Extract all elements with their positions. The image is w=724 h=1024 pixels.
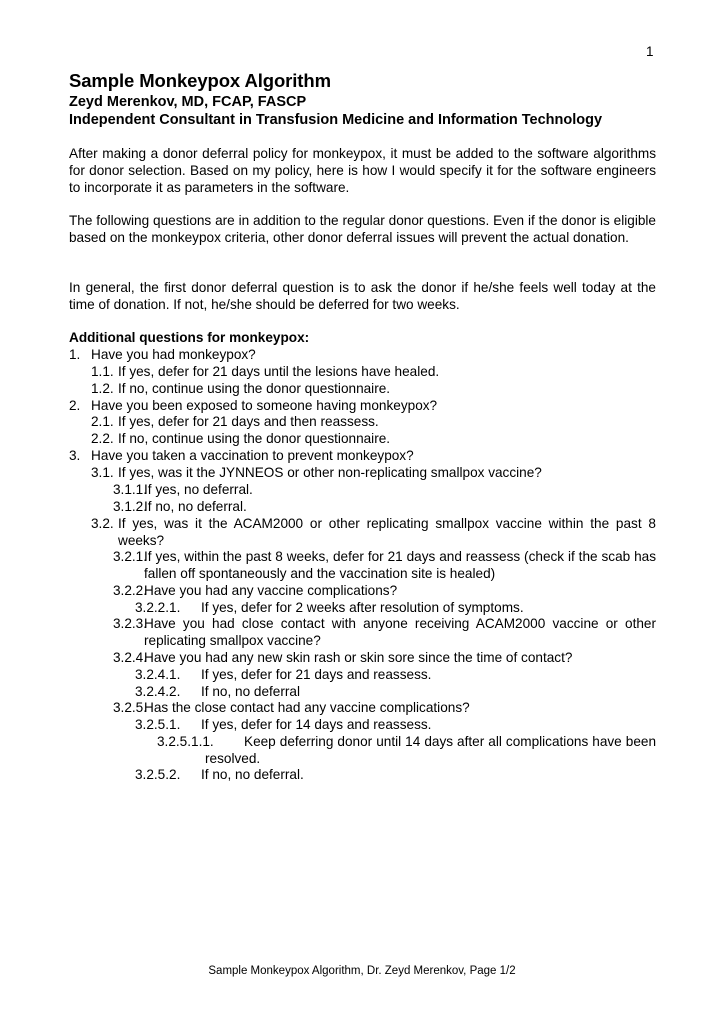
- affiliation-line: Independent Consultant in Transfusion Medicine and Information Technology: [69, 112, 603, 128]
- item-number: 3.1.: [91, 465, 114, 480]
- item-text: If no, no deferral.: [144, 499, 247, 514]
- scope-paragraph: The following questions are in addition to the regular donor questions. Even if the donor is eligible based on the monkeypox criteria, other donor deferral issues will prevent the actual donation.: [69, 213, 656, 245]
- item-text: If no, continue using the donor questionnaire.: [118, 381, 391, 396]
- item-text: If no, no deferral: [201, 684, 300, 699]
- item-text: If yes, within the past 8 weeks, defer for 21 days and reassess (check if the scab has fallen off spontaneously and the vaccination site is healed): [144, 549, 656, 581]
- item-number: 3.1.1.: [113, 482, 148, 497]
- list-item: [157, 734, 656, 768]
- list-item: [91, 516, 656, 550]
- item-text: If yes, defer for 21 days and then reassess.: [118, 414, 379, 429]
- item-number: 1.: [69, 347, 81, 362]
- document-title: Sample Monkeypox Algorithm: [69, 70, 331, 91]
- item-text: Have you had any vaccine complications?: [144, 583, 398, 598]
- item-text: Have you taken a vaccination to prevent monkeypox?: [91, 448, 414, 463]
- item-number: 3.2.3.: [113, 616, 148, 631]
- item-text: Keep deferring donor until 14 days after all complications have been resolved.: [205, 734, 656, 766]
- item-text-content: If yes, was it the ACAM2000 or other replicating smallpox vaccine within the past 8 weeks?: [118, 516, 656, 548]
- item-number: 3.2.4.: [113, 650, 148, 665]
- item-text: Have you had close contact with anyone receiving ACAM2000 vaccine or other replicating smallpox vaccine?: [144, 616, 656, 648]
- item-number: 2.: [69, 398, 81, 413]
- item-number: 2.2.: [91, 431, 114, 446]
- item-number: 3.2.5.: [113, 700, 148, 715]
- item-number: 2.1.: [91, 414, 114, 429]
- page-number: 1: [646, 44, 654, 59]
- item-text: Have you been exposed to someone having monkeypox?: [91, 398, 438, 413]
- item-text: If yes, defer for 21 days until the lesions have healed.: [118, 364, 440, 379]
- item-number: 3.2.5.1.: [135, 717, 181, 732]
- item-number: 1.2.: [91, 381, 114, 396]
- item-number: 3.2.: [91, 516, 114, 531]
- item-text: Has the close contact had any vaccine complications?: [144, 700, 470, 715]
- item-number: 3.2.2.: [113, 583, 148, 598]
- general-deferral-paragraph: In general, the first donor deferral question is to ask the donor if he/she feels well today at the time of donation. If not, he/she should be deferred for two weeks.: [69, 280, 656, 312]
- item-number: 3.2.4.2.: [135, 684, 181, 699]
- item-number: 3.2.4.1.: [135, 667, 181, 682]
- author-line: Zeyd Merenkov, MD, FCAP, FASCP: [69, 94, 307, 110]
- item-text: Have you had monkeypox?: [91, 347, 256, 362]
- item-number: 1.1.: [91, 364, 114, 379]
- item-number: 3.2.2.1.: [135, 600, 181, 615]
- page-footer: Sample Monkeypox Algorithm, Dr. Zeyd Merenkov, Page 1/2: [208, 965, 516, 977]
- item-text: If yes, was it the JYNNEOS or other non-replicating smallpox vaccine?: [118, 465, 542, 480]
- item-text: Have you had any new skin rash or skin sore since the time of contact?: [144, 650, 573, 665]
- item-text: If yes, defer for 14 days and reassess.: [201, 717, 432, 732]
- item-text: If no, continue using the donor questionnaire.: [118, 431, 391, 446]
- list-item: [113, 616, 656, 650]
- list-item: [113, 549, 656, 583]
- item-number: 3.2.1.: [113, 549, 148, 564]
- item-number: 3.1.2.: [113, 499, 148, 514]
- questions-heading: Additional questions for monkeypox:: [69, 330, 310, 345]
- item-number: 3.2.5.1.1.: [157, 734, 214, 749]
- item-text: [118, 516, 656, 550]
- item-text: If yes, defer for 21 days and reassess.: [201, 667, 432, 682]
- item-text: If no, no deferral.: [201, 767, 304, 782]
- item-number: 3.2.5.2.: [135, 767, 181, 782]
- item-text: If yes, no deferral.: [144, 482, 253, 497]
- item-text: If yes, defer for 2 weeks after resolution of symptoms.: [201, 600, 524, 615]
- intro-paragraph: After making a donor deferral policy for monkeypox, it must be added to the software algorithms for donor selection. Based on my policy, here is how I would specify it for the software engineers to incorporate it as parameters in the software.: [69, 146, 656, 195]
- item-number: 3.: [69, 448, 81, 463]
